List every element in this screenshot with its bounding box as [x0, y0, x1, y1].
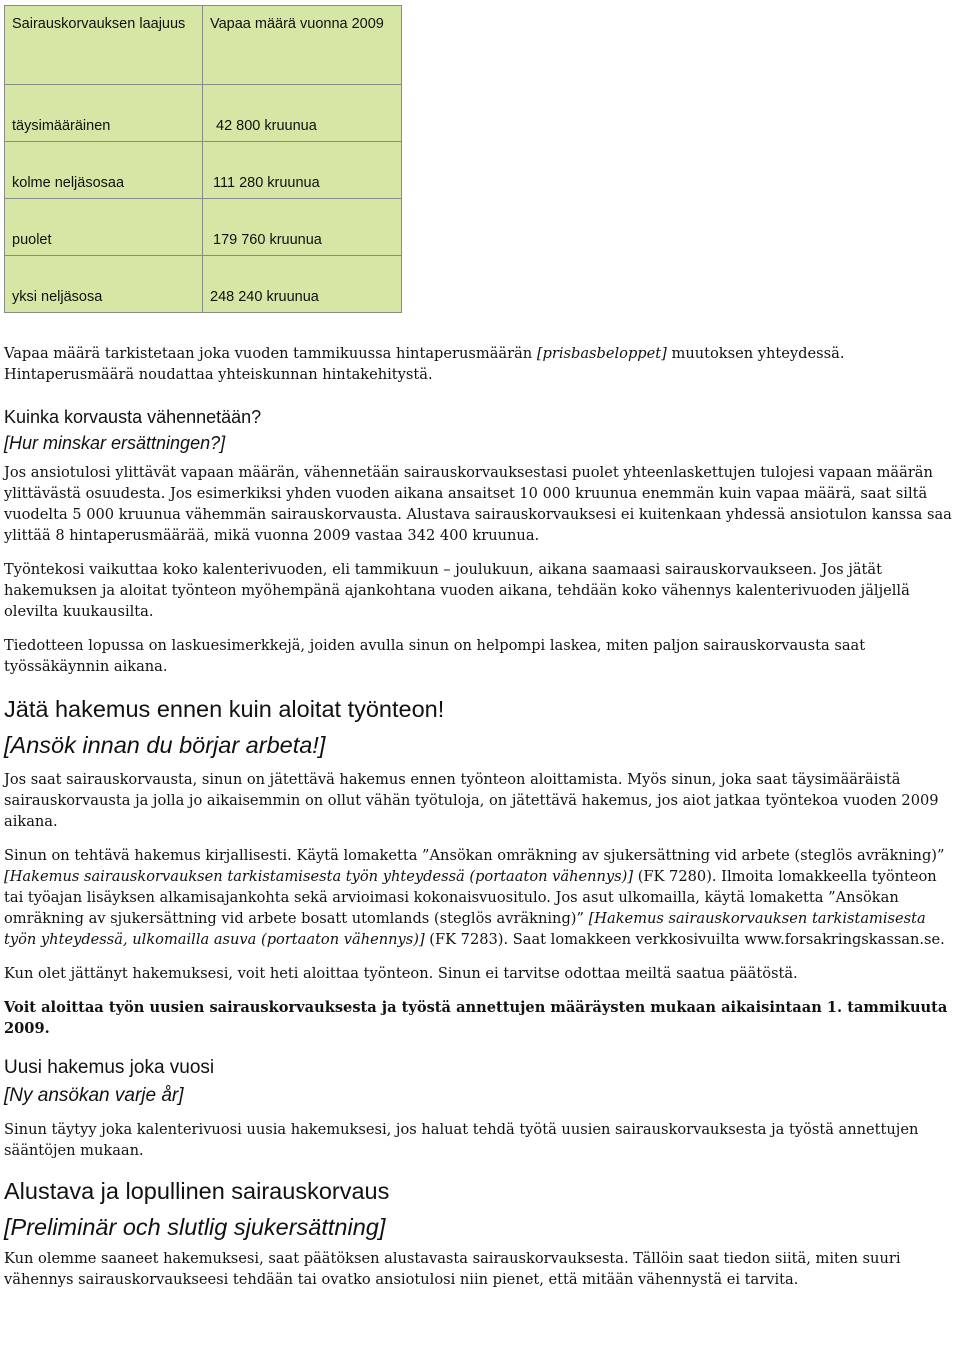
- form-name-finnish: [Hakemus sairauskorvauksen tarkistamisesta työn yhteydessä, ulkomailla asuva (portaaton vähennys)]: [4, 910, 926, 948]
- heading-reduction-swedish: [Hur minskar ersättningen?]: [4, 433, 226, 453]
- table-cell: 248 240 kruunua: [203, 256, 402, 313]
- paragraph-must-apply: Jos saat sairauskorvausta, sinun on jätettävä hakemus ennen työnteon aloittamista. Myös sinun, joka saat täysimääräistä sairauskorvausta ja jolla jo aikaisemmin on ollut vähän työtuloja, on jätettävä hakemus, jos aiot jatkaa työntekoa vuoden 2009 aikana.: [4, 771, 939, 830]
- form-name-finnish: [Hakemus sairauskorvauksen tarkistamisesta työn yhteydessä (portaaton vähennys)]: [4, 868, 634, 885]
- free-amount-table: [4, 5, 402, 313]
- table-cell: puolet: [5, 199, 203, 256]
- heading-apply-before-work-swedish: [Ansök innan du börjar arbeta!]: [4, 732, 326, 758]
- table-header-row: [5, 6, 402, 85]
- heading-reduction: Kuinka korvausta vähennetään?: [4, 407, 262, 427]
- table-cell: 111 280 kruunua: [203, 142, 402, 199]
- table-cell: täysimääräinen: [5, 85, 203, 142]
- paragraph-start-date: Voit aloittaa työn uusien sairauskorvauksesta ja työstä annettujen määräysten mukaan aikaisintaan 1. tammikuuta 2009.: [4, 999, 948, 1037]
- heading-yearly-application-swedish: [Ny ansökan varje år]: [4, 1085, 184, 1106]
- text: muutoksen yhteydessä. Hintaperusmäärä noudattaa yhteiskunnan hintakehitystä.: [4, 345, 845, 383]
- heading-preliminary-final-swedish: [Preliminär och slutlig sjukersättning]: [4, 1214, 386, 1240]
- paragraph-reduction: Jos ansiotulosi ylittävät vapaan määrän, vähennetään sairauskorvauksestasi puolet yhteenlaskettujen tulojesi vapaan määrän ylittävästä osuudesta. Jos esimerkiksi yhden vuoden aikana ansaitset 10 000 kruunua enemmän kuin vapaa määrä, saat siltä vuodelta 5 000 kruunua vähemmän sairauskorvausta. Alustava sairauskorvauksesi ei kuitenkaan yhdessä ansiotulon kanssa saa ylittää 8 hintaperusmäärää, mikä vuonna 2009 vastaa 342 400 kruunua.: [4, 464, 952, 544]
- table-row: [5, 142, 402, 199]
- document-body: [4, 343, 956, 1290]
- paragraph-renew: Sinun täytyy joka kalenterivuosi uusia hakemuksesi, jos haluat tehdä työtä uusien sairauskorvauksesta ja työstä annettujen sääntöjen mukaan.: [4, 1121, 919, 1159]
- table-cell: 179 760 kruunua: [203, 199, 402, 256]
- paragraph-preliminary-decision: Kun olemme saaneet hakemuksesi, saat päätöksen alustavasta sairauskorvauksesta. Tällöin saat tiedon siitä, miten suuri vähennys sairauskorvaukseesi tehdään tai ovatko ansiotulosi niin pienet, että mitään vähennystä ei tarvita.: [4, 1250, 901, 1288]
- text: Sinun on tehtävä hakemus kirjallisesti. Käytä lomaketta ”Ansökan omräkning av sjukersättning vid arbete (steglös avräkning)”: [4, 847, 945, 864]
- heading-apply-before-work: Jätä hakemus ennen kuin aloitat työnteon!: [4, 696, 445, 722]
- table-row: [5, 199, 402, 256]
- paragraph-start-immediately: Kun olet jättänyt hakemuksesi, voit heti aloittaa työnteon. Sinun ei tarvitse odottaa meiltä saatua päätöstä.: [4, 965, 798, 982]
- table-cell: kolme neljäsosaa: [5, 142, 203, 199]
- table-row: [5, 256, 402, 313]
- text: (FK 7280). Ilmoita lomakkeella työnteon tai työajan lisäyksen alkamisajankohta sekä arvioimasi kokonaisvuositulo. Jos asut ulkomailla, käytä lomaketta ”Ansökan omräkning av sjukersättning vid arbete bosatt utomlands (steglös avräkning)”: [4, 868, 937, 927]
- swedish-term: [prisbasbeloppet]: [536, 345, 667, 362]
- paragraph-free-amount-note: [4, 343, 956, 385]
- text: Vapaa määrä tarkistetaan joka vuoden tammikuussa hintaperusmäärän: [4, 345, 537, 362]
- paragraph-calendar-year: Työntekosi vaikuttaa koko kalenterivuoden, eli tammikuun – joulukuun, aikana saamaasi sairauskorvaukseen. Jos jätät hakemuksen ja aloitat työnteon myöhempänä ajankohtana vuoden aikana, tehdään koko vähennys kalenterivuoden jäljellä olevilta kuukausilta.: [4, 561, 910, 620]
- table-row: [5, 85, 402, 142]
- paragraph-examples: Tiedotteen lopussa on laskuesimerkkejä, joiden avulla sinun on helpompi laskea, miten paljon sairauskorvausta saat työssäkäynnin aikana.: [4, 637, 866, 675]
- heading-preliminary-final: Alustava ja lopullinen sairauskorvaus: [4, 1178, 390, 1204]
- table-header-cell: Sairauskorvauksen laajuus: [5, 6, 203, 85]
- table-header-cell: Vapaa määrä vuonna 2009: [203, 6, 402, 85]
- table-cell: 42 800 kruunua: [203, 85, 402, 142]
- paragraph-written-application: [4, 845, 956, 950]
- text: (FK 7283). Saat lomakkeen verkkosivuilta www.forsakringskassan.se.: [424, 931, 945, 948]
- table-cell: yksi neljäsosa: [5, 256, 203, 313]
- heading-yearly-application: Uusi hakemus joka vuosi: [4, 1057, 215, 1078]
